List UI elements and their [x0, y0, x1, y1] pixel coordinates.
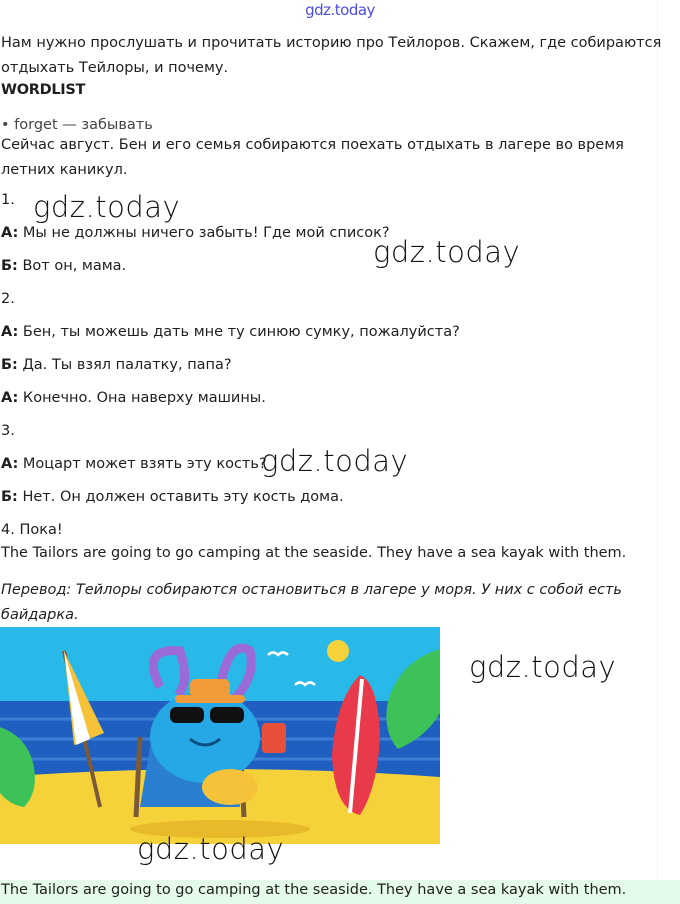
speaker-label: Б:: [1, 258, 18, 274]
sunglasses: [170, 707, 204, 723]
dialogue-line: [1, 489, 344, 505]
dialogue-line: [1, 225, 390, 241]
sunglasses: [210, 707, 244, 723]
watermark: gdz.today: [33, 190, 181, 224]
beach-scene-svg: [0, 627, 440, 844]
english-summary: The Tailors are going to go camping at the seaside. They have a sea kayak with them.: [1, 545, 627, 561]
wordlist-cut-line: [1, 110, 153, 133]
speaker-label: A:: [1, 225, 19, 241]
speaker-label: A:: [1, 390, 19, 406]
dialogue-number-1: 1.: [1, 192, 15, 208]
dialogue-line: [1, 357, 232, 373]
drink-cup: [262, 723, 286, 753]
line-text: Конечно. Она наверху машины.: [18, 390, 266, 406]
closing-line: 4. Пока!: [1, 522, 63, 538]
speaker-label: Б:: [1, 489, 18, 505]
translation-text: Перевод: Тейлоры собираются остановиться в лагере у моря. У них с собой есть байдарка.: [1, 582, 622, 623]
book: [202, 769, 258, 805]
scene-text: Сейчас август. Бен и его семья собираются поехать отдыхать в лагере во время летних каникул.: [1, 137, 624, 178]
beach-illustration: [0, 627, 440, 844]
dialogue-line: [1, 390, 266, 406]
speaker-label: Б:: [1, 357, 18, 373]
wordlist-heading: WORDLIST: [1, 82, 86, 98]
speaker-label: A:: [1, 456, 19, 472]
watermark: gdz.today: [137, 832, 285, 866]
page-edge: [657, 0, 658, 880]
hat-brim: [175, 695, 245, 703]
dialogue-number-2: 2.: [1, 291, 15, 307]
dialogue-line: [1, 456, 267, 472]
line-text: Нет. Он должен оставить эту кость дома.: [17, 489, 344, 505]
dialogue-number-3: 3.: [1, 423, 15, 439]
line-text: Вот он, мама.: [17, 258, 127, 274]
task-intro: Нам нужно прослушать и прочитать историю про Тейлоров. Скажем, где собираются отдыхать Тейлоры, и почему.: [1, 35, 662, 76]
wordlist-item: • forget — забывать: [1, 117, 153, 133]
dialogue-line: [1, 258, 126, 274]
sun: [327, 640, 349, 662]
watermark: gdz.today: [261, 444, 409, 478]
site-tag[interactable]: gdz.today: [305, 1, 375, 19]
answer-text: The Tailors are going to go camping at the seaside. They have a sea kayak with them.: [1, 882, 627, 898]
speaker-label: A:: [1, 324, 19, 340]
line-text: Да. Ты взял палатку, папа?: [17, 357, 232, 373]
character-body: [150, 691, 260, 783]
watermark: gdz.today: [373, 235, 521, 269]
line-text: Мы не должны ничего забыть! Где мой список?: [18, 225, 390, 241]
line-text: Моцарт может взять эту кость?: [18, 456, 267, 472]
dialogue-line: [1, 324, 460, 340]
watermark: gdz.today: [469, 650, 617, 684]
line-text: Бен, ты можешь дать мне ту синюю сумку, пожалуйста?: [18, 324, 460, 340]
